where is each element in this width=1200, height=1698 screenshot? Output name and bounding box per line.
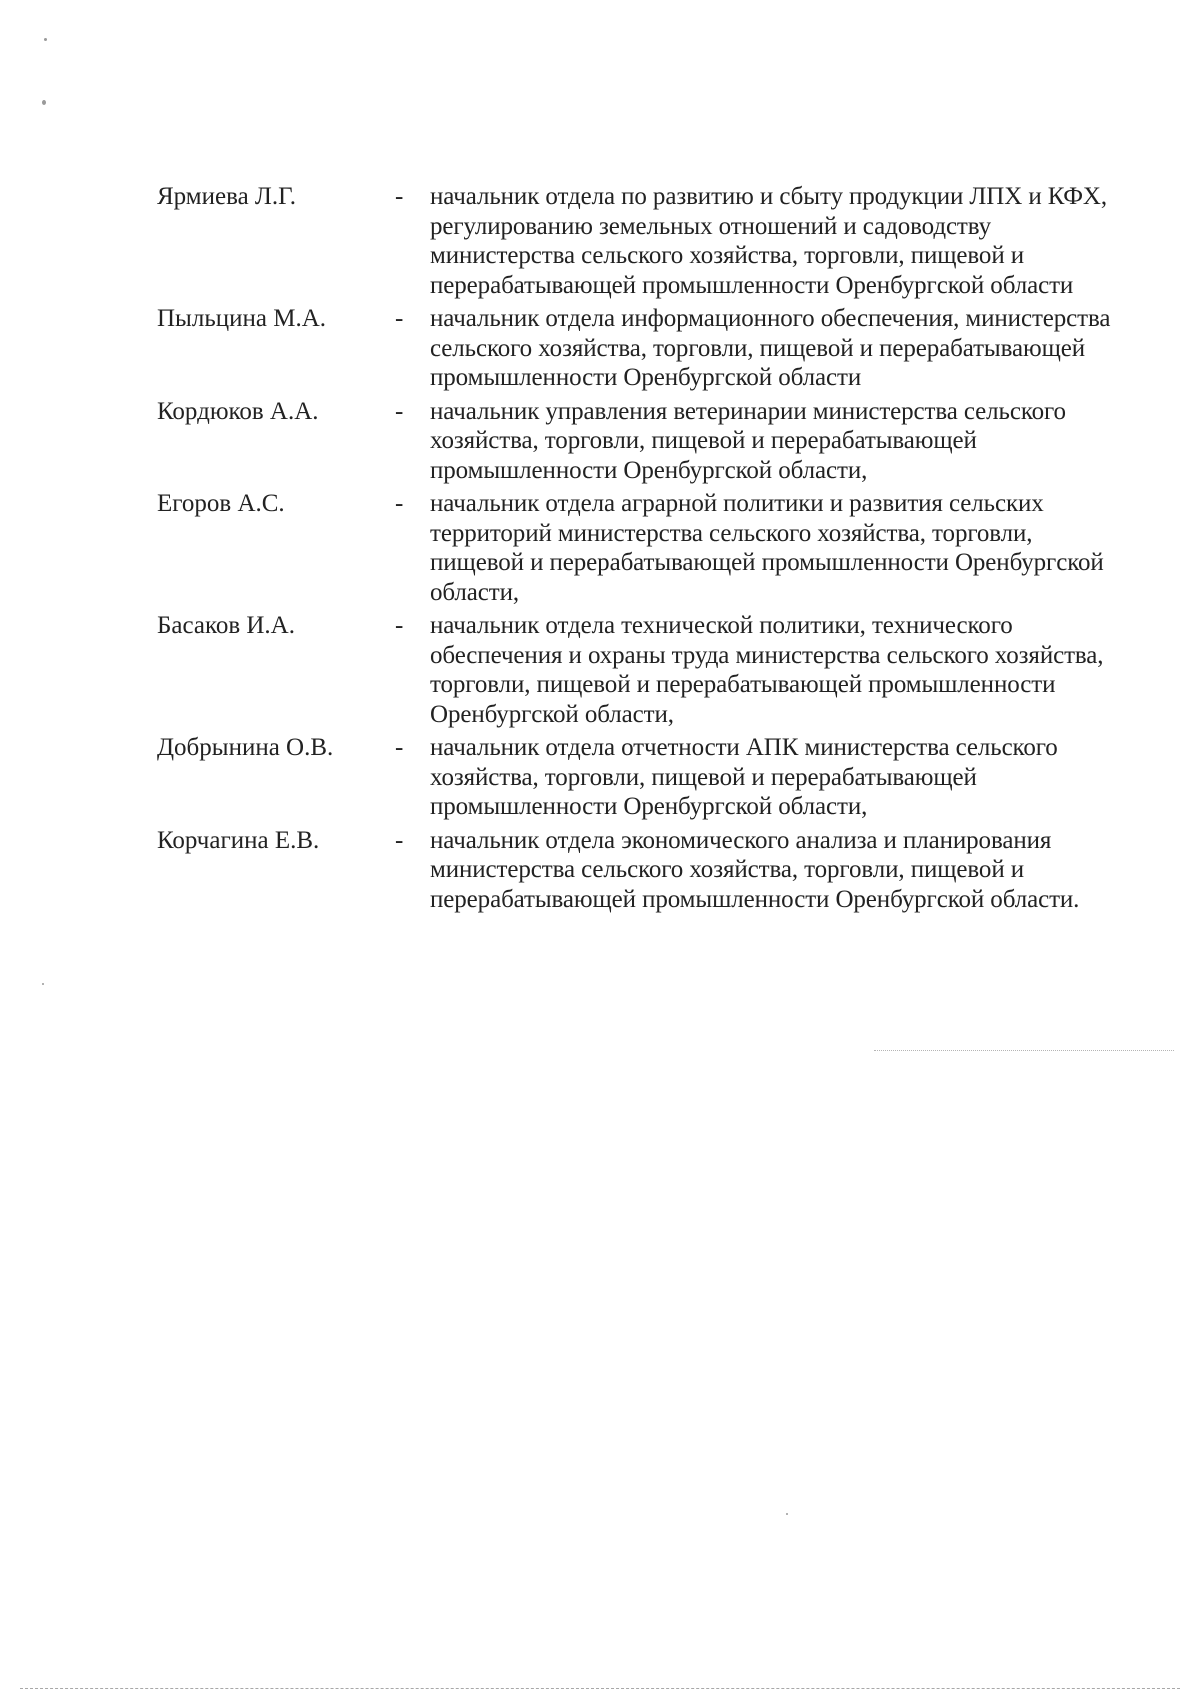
position-line: министерства сельского хозяйства, торговли, пищевой и [430, 856, 1025, 883]
scan-speck [786, 1513, 788, 1515]
scan-dotted-line [874, 1050, 1174, 1051]
member-list [157, 182, 1167, 914]
position-line: перерабатывающей промышленности Оренбургской области [430, 271, 1074, 299]
member-name: Басаков И.А. [157, 612, 295, 639]
position-line: территорий министерства сельского хозяйства, торговли, [430, 519, 1033, 547]
position-line: начальник отдела информационного обеспечения, министерства [430, 305, 1111, 332]
position-line: хозяйства, торговли, пищевой и перерабатывающей [430, 763, 977, 791]
position-line: перерабатывающей промышленности Оренбургской области. [430, 885, 1080, 913]
member-row [157, 182, 1167, 300]
scan-speck [44, 38, 47, 41]
position-line: торговли, пищевой и перерабатывающей промышленности [430, 671, 1056, 698]
position-line: промышленности Оренбургской области, [430, 793, 868, 820]
member-row [157, 826, 1167, 915]
member-row [157, 611, 1167, 729]
member-row [157, 489, 1167, 607]
member-position [430, 611, 1167, 729]
position-line: сельского хозяйства, торговли, пищевой и перерабатывающей [430, 334, 1086, 362]
position-line: начальник отдела технической политики, технического [430, 612, 1013, 639]
position-line: начальник управления ветеринарии министерства сельского [430, 397, 1066, 425]
member-row [157, 397, 1167, 486]
scan-speck [42, 983, 44, 985]
member-row [157, 304, 1167, 393]
member-dash: - [395, 397, 404, 425]
member-dash: - [395, 612, 404, 639]
member-dash: - [395, 305, 404, 332]
member-dash: - [395, 826, 404, 854]
member-dash: - [395, 183, 404, 210]
position-line: регулированию земельных отношений и садоводству [430, 212, 992, 240]
member-name: Егоров А.С. [157, 490, 285, 517]
member-position [430, 397, 1167, 486]
position-line: промышленности Оренбургской области [430, 364, 862, 391]
position-line: промышленности Оренбургской области, [430, 456, 868, 484]
member-name: Добрынина О.В. [157, 734, 334, 761]
scan-speck [42, 100, 46, 105]
position-line: начальник отдела по развитию и сбыту продукции ЛПХ и КФХ, [430, 183, 1107, 210]
member-position [430, 826, 1167, 915]
member-name: Кордюков А.А. [157, 397, 319, 425]
member-dash: - [395, 490, 404, 517]
member-dash: - [395, 734, 404, 761]
member-name: Пыльцина М.А. [157, 305, 326, 332]
position-line: области, [430, 578, 520, 606]
position-line: начальник отдела отчетности АПК министерства сельского [430, 734, 1058, 761]
member-row [157, 733, 1167, 822]
member-position [430, 304, 1167, 393]
member-position [430, 182, 1167, 300]
position-line: начальник отдела аграрной политики и развития сельских [430, 490, 1044, 517]
member-name: Корчагина Е.В. [157, 826, 320, 854]
position-line: начальник отдела экономического анализа и планирования [430, 826, 1052, 854]
position-line: министерства сельского хозяйства, торговли, пищевой и [430, 242, 1025, 269]
member-position [430, 733, 1167, 822]
scan-bottom-edge [20, 1688, 1180, 1689]
position-line: Оренбургской области, [430, 700, 674, 728]
position-line: обеспечения и охраны труда министерства сельского хозяйства, [430, 641, 1104, 669]
member-name: Ярмиева Л.Г. [157, 183, 297, 210]
position-line: пищевой и перерабатывающей промышленности Оренбургской [430, 549, 1104, 576]
member-position [430, 489, 1167, 607]
position-line: хозяйства, торговли, пищевой и перерабатывающей [430, 427, 977, 454]
